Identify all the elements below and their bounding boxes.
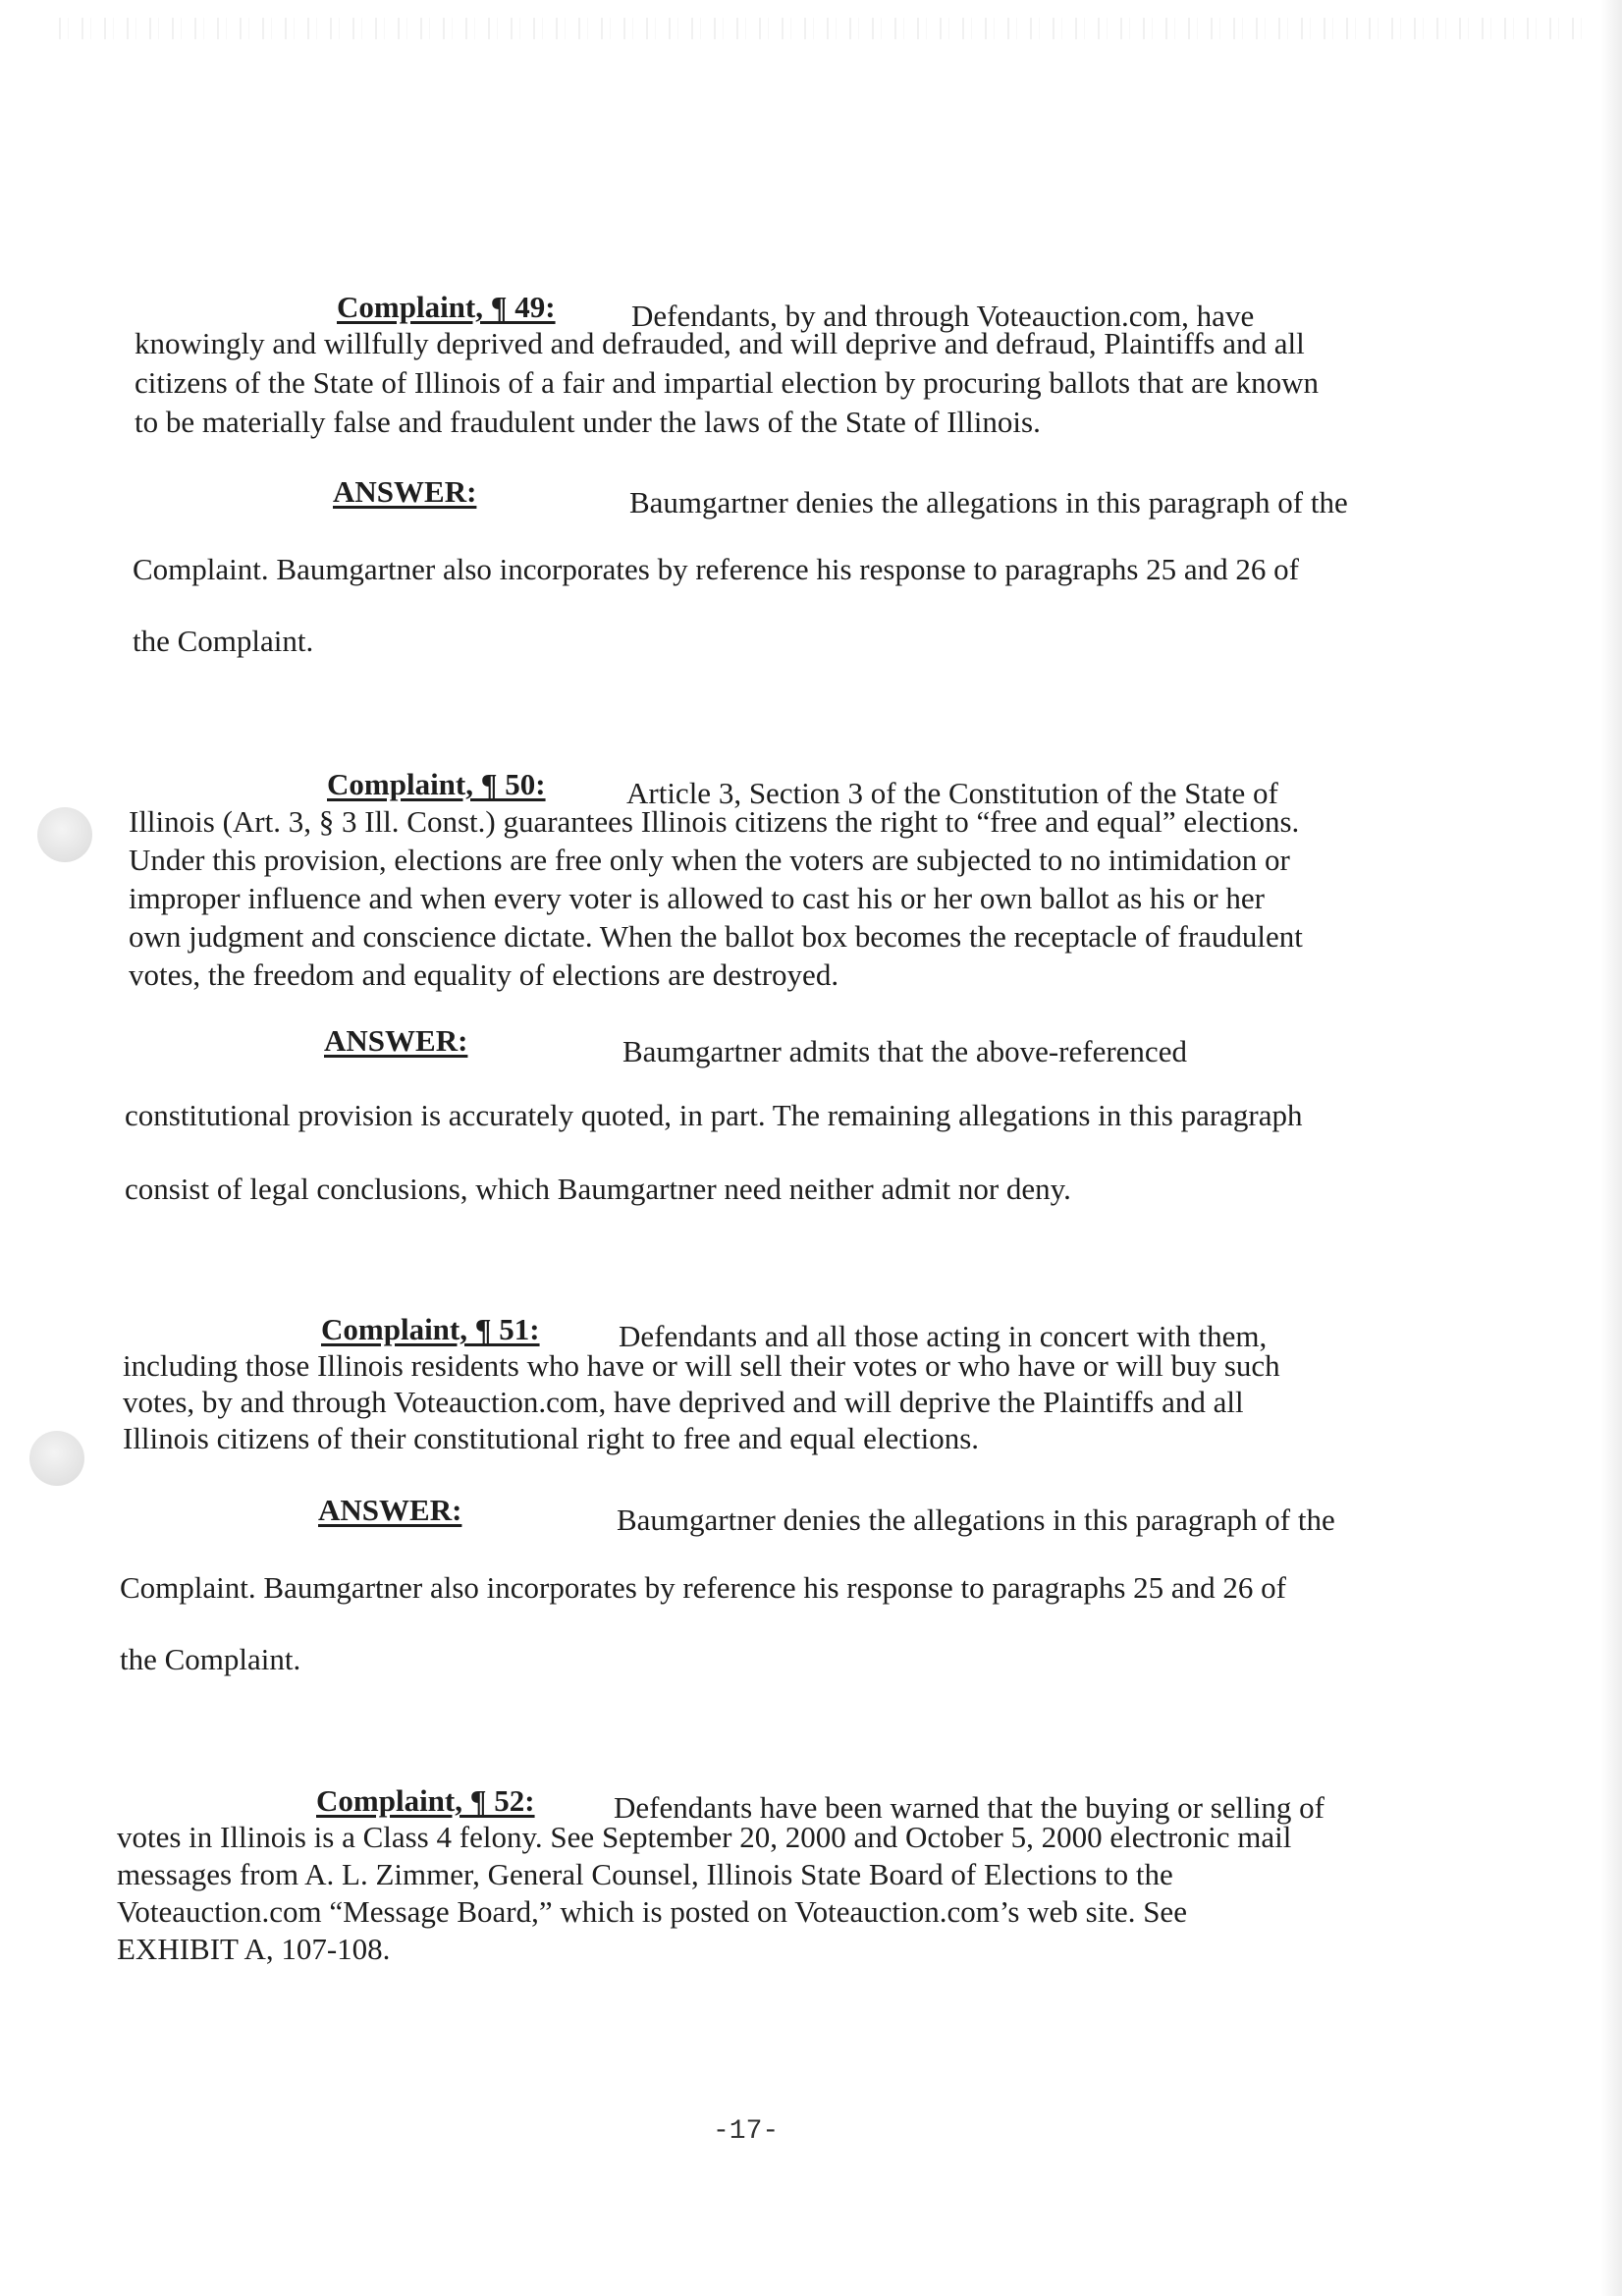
complaint-51-first-line: Defendants and all those acting in concert with them, — [619, 1319, 1268, 1353]
complaint-50-line: improper influence and when every voter is allowed to cast his or her own ballot as his or her — [129, 881, 1265, 915]
page-edge-shadow — [1600, 0, 1622, 2296]
complaint-50-heading: Complaint, ¶ 50: — [327, 767, 546, 801]
complaint-52-line: votes in Illinois is a Class 4 felony. See September 20, 2000 and October 5, 2000 electronic mail — [117, 1820, 1292, 1854]
complaint-50-line: votes, the freedom and equality of elections are destroyed. — [129, 957, 839, 992]
complaint-52-line: Voteauction.com “Message Board,” which is posted on Voteauction.com’s web site. See — [117, 1894, 1187, 1929]
complaint-49-line: to be materially false and fraudulent under the laws of the State of Illinois. — [135, 405, 1041, 439]
answer-50-line: constitutional provision is accurately quoted, in part. The remaining allegations in this paragraph — [125, 1098, 1303, 1132]
answer-49-line: Complaint. Baumgartner also incorporates by reference his response to paragraphs 25 and 26 of — [133, 552, 1299, 586]
answer-49-first-line: Baumgartner denies the allegations in this paragraph of the — [629, 485, 1348, 519]
complaint-49-first-line: Defendants, by and through Voteauction.com, have — [631, 299, 1255, 333]
answer-51-heading: ANSWER: — [318, 1493, 462, 1527]
answer-50-first-line: Baumgartner admits that the above-referenced — [622, 1034, 1187, 1068]
complaint-49-heading: Complaint, ¶ 49: — [337, 290, 556, 324]
complaint-50-line: Under this provision, elections are free only when the voters are subjected to no intimidation or — [129, 843, 1290, 877]
complaint-52-line: EXHIBIT A, 107-108. — [117, 1932, 391, 1966]
complaint-52-first-line: Defendants have been warned that the buying or selling of — [614, 1790, 1325, 1825]
complaint-52-line: messages from A. L. Zimmer, General Counsel, Illinois State Board of Elections to the — [117, 1857, 1173, 1891]
complaint-51-line: Illinois citizens of their constitutional right to free and equal elections. — [123, 1421, 980, 1455]
complaint-51-line: votes, by and through Voteauction.com, have deprived and will deprive the Plaintiffs and all — [123, 1385, 1244, 1419]
answer-49-line: the Complaint. — [133, 624, 314, 658]
answer-49-heading: ANSWER: — [333, 474, 477, 509]
answer-51-first-line: Baumgartner denies the allegations in this paragraph of the — [617, 1503, 1335, 1537]
complaint-50-line: own judgment and conscience dictate. When the ballot box becomes the receptacle of fraudulent — [129, 919, 1303, 954]
answer-51-line: Complaint. Baumgartner also incorporates by reference his response to paragraphs 25 and 26 of — [120, 1570, 1286, 1605]
complaint-51-line: including those Illinois residents who have or will sell their votes or who have or will buy such — [123, 1348, 1280, 1383]
answer-50-line: consist of legal conclusions, which Baumgartner need neither admit nor deny. — [125, 1172, 1071, 1206]
punch-hole-top — [37, 807, 92, 862]
complaint-52-heading: Complaint, ¶ 52: — [316, 1783, 535, 1818]
complaint-50-first-line: Article 3, Section 3 of the Constitution of the State of — [626, 776, 1278, 810]
complaint-49-line: citizens of the State of Illinois of a fair and impartial election by procuring ballots that are known — [135, 365, 1320, 400]
scan-artifact — [59, 18, 1591, 39]
complaint-50-line: Illinois (Art. 3, § 3 Ill. Const.) guarantees Illinois citizens the right to “free and equal” elections. — [129, 804, 1300, 839]
answer-51-line: the Complaint. — [120, 1642, 301, 1676]
punch-hole-bottom — [29, 1431, 84, 1486]
page-number: -17- — [713, 2116, 780, 2147]
complaint-49-line: knowingly and willfully deprived and defrauded, and will deprive and defraud, Plaintiffs and all — [135, 326, 1305, 360]
complaint-51-heading: Complaint, ¶ 51: — [321, 1312, 540, 1346]
answer-50-heading: ANSWER: — [324, 1023, 468, 1058]
